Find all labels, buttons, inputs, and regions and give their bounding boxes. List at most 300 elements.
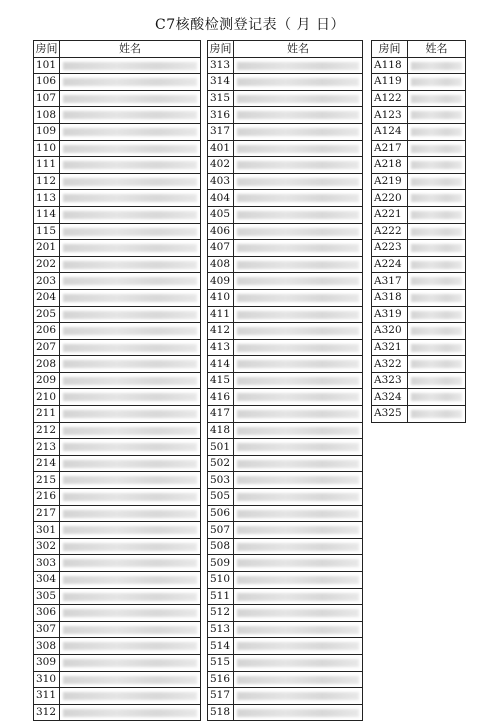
table-row — [34, 621, 201, 638]
room-number: 401 — [208, 140, 234, 157]
redaction-blur — [63, 659, 197, 667]
redaction-blur — [411, 311, 462, 319]
table-row — [208, 638, 363, 655]
table-row — [34, 90, 201, 107]
name-cell-redacted — [60, 306, 201, 323]
redaction-blur — [63, 609, 197, 617]
name-cell-redacted — [234, 439, 363, 456]
name-cell-redacted — [234, 123, 363, 140]
name-cell-redacted — [234, 422, 363, 439]
redaction-blur — [411, 393, 462, 401]
room-number: 215 — [34, 472, 60, 489]
name-header: 姓名 — [60, 41, 201, 58]
table-row — [34, 654, 201, 671]
room-number: A218 — [372, 157, 408, 174]
room-number: A220 — [372, 190, 408, 207]
table-row — [372, 107, 466, 124]
room-number: A123 — [372, 107, 408, 124]
redaction-blur — [411, 377, 462, 385]
name-cell-redacted — [60, 522, 201, 539]
name-cell-redacted — [234, 588, 363, 605]
redaction-blur — [411, 161, 462, 169]
redaction-blur — [63, 360, 197, 368]
redaction-blur — [411, 194, 462, 202]
redaction-blur — [237, 327, 359, 335]
name-header: 姓名 — [234, 41, 363, 58]
table-row — [34, 157, 201, 174]
table-row — [208, 654, 363, 671]
name-cell-redacted — [234, 538, 363, 555]
redaction-blur — [411, 178, 462, 186]
room-number: 314 — [208, 74, 234, 91]
table-row — [372, 356, 466, 373]
room-number: A322 — [372, 356, 408, 373]
register-table-1 — [33, 40, 201, 721]
table-row — [34, 406, 201, 423]
room-number: 216 — [34, 489, 60, 506]
room-number: 310 — [34, 671, 60, 688]
redaction-blur — [237, 460, 359, 468]
redaction-blur — [63, 244, 197, 252]
name-cell-redacted — [234, 472, 363, 489]
room-number: 316 — [208, 107, 234, 124]
name-cell-redacted — [60, 654, 201, 671]
name-cell-redacted — [234, 688, 363, 705]
redaction-blur — [237, 145, 359, 153]
redaction-blur — [411, 62, 462, 70]
name-cell-redacted — [60, 505, 201, 522]
room-number: 410 — [208, 289, 234, 306]
name-cell-redacted — [60, 273, 201, 290]
name-header: 姓名 — [408, 41, 466, 58]
table-row — [34, 74, 201, 91]
redaction-blur — [63, 510, 197, 518]
table-row — [34, 704, 201, 721]
room-number: 405 — [208, 206, 234, 223]
name-cell-redacted — [234, 505, 363, 522]
redaction-blur — [237, 111, 359, 119]
room-header: 房间 — [35, 42, 58, 56]
room-number: 108 — [34, 107, 60, 124]
table-row — [208, 157, 363, 174]
room-number: A319 — [372, 306, 408, 323]
table-row — [34, 356, 201, 373]
table-row — [34, 140, 201, 157]
table-row — [34, 57, 201, 74]
table-row — [34, 671, 201, 688]
room-number: 303 — [34, 555, 60, 572]
redaction-blur — [411, 95, 462, 103]
name-cell-redacted — [234, 74, 363, 91]
table-row — [372, 256, 466, 273]
table-row — [34, 289, 201, 306]
table-row — [372, 223, 466, 240]
name-cell-redacted — [408, 74, 466, 91]
table-row — [372, 206, 466, 223]
room-number: 516 — [208, 671, 234, 688]
table-row — [208, 439, 363, 456]
room-number: 417 — [208, 406, 234, 423]
room-number: 114 — [34, 206, 60, 223]
room-number: 317 — [208, 123, 234, 140]
redaction-blur — [411, 261, 462, 269]
room-number: 313 — [208, 57, 234, 74]
room-number: 308 — [34, 638, 60, 655]
room-header: 房间 — [372, 41, 408, 58]
table-row — [208, 289, 363, 306]
redaction-blur — [63, 493, 197, 501]
redaction-blur — [411, 211, 462, 219]
table-row — [34, 323, 201, 340]
table-row — [34, 173, 201, 190]
name-cell-redacted — [234, 406, 363, 423]
redaction-blur — [237, 476, 359, 484]
redaction-blur — [237, 95, 359, 103]
redaction-blur — [63, 709, 197, 717]
table-row — [208, 489, 363, 506]
table-row — [372, 74, 466, 91]
room-number: 502 — [208, 455, 234, 472]
table-row — [34, 455, 201, 472]
name-cell-redacted — [234, 621, 363, 638]
table-row — [208, 240, 363, 257]
table-row — [208, 223, 363, 240]
room-number: 213 — [34, 439, 60, 456]
room-number: 311 — [34, 688, 60, 705]
table-row — [372, 190, 466, 207]
redaction-blur — [237, 377, 359, 385]
room-number: A222 — [372, 223, 408, 240]
name-cell-redacted — [60, 339, 201, 356]
redaction-blur — [411, 360, 462, 368]
redaction-blur — [63, 642, 197, 650]
table-row — [34, 240, 201, 257]
name-cell-redacted — [234, 57, 363, 74]
room-number: 412 — [208, 323, 234, 340]
table-row — [208, 372, 363, 389]
table-row — [34, 306, 201, 323]
redaction-blur — [237, 277, 359, 285]
name-cell-redacted — [60, 57, 201, 74]
redaction-blur — [237, 228, 359, 236]
room-number: 407 — [208, 240, 234, 257]
redaction-blur — [63, 95, 197, 103]
name-cell-redacted — [234, 572, 363, 589]
room-number: 209 — [34, 372, 60, 389]
room-number: 210 — [34, 389, 60, 406]
name-cell-redacted — [60, 671, 201, 688]
room-number: 416 — [208, 389, 234, 406]
room-number: 301 — [34, 522, 60, 539]
name-cell-redacted — [60, 638, 201, 655]
redaction-blur — [237, 128, 359, 136]
redaction-blur — [237, 510, 359, 518]
room-number: 204 — [34, 289, 60, 306]
room-number: 503 — [208, 472, 234, 489]
table-row — [34, 190, 201, 207]
name-cell-redacted — [234, 671, 363, 688]
name-cell-redacted — [234, 704, 363, 721]
name-cell-redacted — [408, 256, 466, 273]
room-number: 111 — [34, 157, 60, 174]
room-number: A221 — [372, 206, 408, 223]
room-number: 408 — [208, 256, 234, 273]
name-cell-redacted — [60, 90, 201, 107]
redaction-blur — [63, 476, 197, 484]
redaction-blur — [63, 161, 197, 169]
redaction-blur — [237, 543, 359, 551]
redaction-blur — [63, 344, 197, 352]
room-number: 403 — [208, 173, 234, 190]
room-number: 510 — [208, 572, 234, 589]
room-number: 106 — [34, 74, 60, 91]
name-cell-redacted — [60, 140, 201, 157]
name-cell-redacted — [408, 306, 466, 323]
table-row — [34, 605, 201, 622]
room-number: A321 — [372, 339, 408, 356]
redaction-blur — [237, 294, 359, 302]
table-row — [208, 206, 363, 223]
room-number: A124 — [372, 123, 408, 140]
redaction-blur — [237, 427, 359, 435]
room-number: 305 — [34, 588, 60, 605]
register-table-3 — [371, 40, 466, 423]
name-cell-redacted — [60, 323, 201, 340]
room-number: 201 — [34, 240, 60, 257]
table-row — [34, 223, 201, 240]
table-row — [372, 289, 466, 306]
name-cell-redacted — [60, 406, 201, 423]
name-cell-redacted — [234, 273, 363, 290]
table-row — [372, 173, 466, 190]
name-cell-redacted — [234, 356, 363, 373]
table-row — [372, 240, 466, 257]
name-cell-redacted — [60, 439, 201, 456]
name-cell-redacted — [408, 289, 466, 306]
name-cell-redacted — [408, 356, 466, 373]
redaction-blur — [237, 194, 359, 202]
room-number: 307 — [34, 621, 60, 638]
table-row — [208, 671, 363, 688]
name-cell-redacted — [60, 572, 201, 589]
name-cell-redacted — [408, 372, 466, 389]
table-row — [208, 256, 363, 273]
redaction-blur — [237, 443, 359, 451]
redaction-blur — [237, 161, 359, 169]
redaction-blur — [237, 676, 359, 684]
room-number: 212 — [34, 422, 60, 439]
redaction-blur — [63, 676, 197, 684]
table-row — [208, 605, 363, 622]
redaction-blur — [411, 344, 462, 352]
name-cell-redacted — [234, 323, 363, 340]
room-number: A122 — [372, 90, 408, 107]
room-number: 306 — [34, 605, 60, 622]
name-cell-redacted — [60, 555, 201, 572]
room-number: A118 — [372, 57, 408, 74]
redaction-blur — [237, 576, 359, 584]
room-number: 406 — [208, 223, 234, 240]
redaction-blur — [63, 427, 197, 435]
redaction-blur — [237, 62, 359, 70]
room-number: 409 — [208, 273, 234, 290]
redaction-blur — [237, 526, 359, 534]
redaction-blur — [63, 294, 197, 302]
table-row — [372, 273, 466, 290]
name-cell-redacted — [60, 240, 201, 257]
name-cell-redacted — [408, 157, 466, 174]
room-number: 413 — [208, 339, 234, 356]
register-table-2 — [207, 40, 363, 721]
table-row — [372, 339, 466, 356]
name-cell-redacted — [234, 223, 363, 240]
room-number: 513 — [208, 621, 234, 638]
table-row — [34, 572, 201, 589]
name-cell-redacted — [234, 90, 363, 107]
table-row — [372, 90, 466, 107]
redaction-blur — [63, 593, 197, 601]
name-cell-redacted — [408, 223, 466, 240]
table-row — [208, 90, 363, 107]
table-row — [372, 323, 466, 340]
room-number: 404 — [208, 190, 234, 207]
name-cell-redacted — [234, 240, 363, 257]
room-number: A223 — [372, 240, 408, 257]
table-row — [372, 372, 466, 389]
name-cell-redacted — [60, 455, 201, 472]
redaction-blur — [63, 576, 197, 584]
name-cell-redacted — [234, 140, 363, 157]
name-cell-redacted — [60, 223, 201, 240]
name-cell-redacted — [60, 123, 201, 140]
table-row — [208, 422, 363, 439]
name-cell-redacted — [234, 173, 363, 190]
redaction-blur — [237, 261, 359, 269]
name-cell-redacted — [234, 157, 363, 174]
table-row — [372, 157, 466, 174]
table-row — [208, 123, 363, 140]
table-row — [34, 472, 201, 489]
redaction-blur — [237, 344, 359, 352]
room-number: 415 — [208, 372, 234, 389]
redaction-blur — [63, 178, 197, 186]
name-cell-redacted — [60, 356, 201, 373]
room-number: 309 — [34, 654, 60, 671]
redaction-blur — [237, 393, 359, 401]
redaction-blur — [63, 559, 197, 567]
room-number: 203 — [34, 273, 60, 290]
redaction-blur — [63, 311, 197, 319]
room-number: 515 — [208, 654, 234, 671]
room-number: 207 — [34, 339, 60, 356]
name-cell-redacted — [60, 588, 201, 605]
redaction-blur — [237, 692, 359, 700]
name-cell-redacted — [60, 389, 201, 406]
room-number: 517 — [208, 688, 234, 705]
table-row — [372, 57, 466, 74]
redaction-blur — [411, 111, 462, 119]
table-row — [208, 538, 363, 555]
table-row — [208, 406, 363, 423]
redaction-blur — [237, 709, 359, 717]
redaction-blur — [63, 145, 197, 153]
name-cell-redacted — [60, 190, 201, 207]
redaction-blur — [237, 211, 359, 219]
name-cell-redacted — [234, 256, 363, 273]
table-row — [208, 555, 363, 572]
name-cell-redacted — [234, 206, 363, 223]
room-number: 315 — [208, 90, 234, 107]
name-cell-redacted — [408, 57, 466, 74]
room-number: 411 — [208, 306, 234, 323]
name-cell-redacted — [234, 605, 363, 622]
room-header: 房间 — [209, 42, 232, 56]
room-number: 418 — [208, 422, 234, 439]
name-cell-redacted — [408, 273, 466, 290]
room-number: A219 — [372, 173, 408, 190]
name-cell-redacted — [408, 323, 466, 340]
room-number: 508 — [208, 538, 234, 555]
table-row — [34, 538, 201, 555]
redaction-blur — [63, 526, 197, 534]
table-row — [372, 123, 466, 140]
redaction-blur — [237, 360, 359, 368]
table-row — [208, 389, 363, 406]
table-row — [34, 422, 201, 439]
room-number: 302 — [34, 538, 60, 555]
table-row — [34, 522, 201, 539]
name-cell-redacted — [60, 538, 201, 555]
table-row — [34, 273, 201, 290]
table-row — [34, 638, 201, 655]
table-row — [34, 206, 201, 223]
room-number: 208 — [34, 356, 60, 373]
table-row — [34, 123, 201, 140]
name-cell-redacted — [60, 704, 201, 721]
redaction-blur — [237, 626, 359, 634]
name-cell-redacted — [60, 472, 201, 489]
table-row — [372, 406, 466, 423]
table-row — [208, 273, 363, 290]
table-row — [208, 472, 363, 489]
room-number: 206 — [34, 323, 60, 340]
redaction-blur — [63, 194, 197, 202]
room-number: 115 — [34, 223, 60, 240]
redaction-blur — [237, 78, 359, 86]
table-row — [208, 588, 363, 605]
room-number: A320 — [372, 323, 408, 340]
table-row — [208, 190, 363, 207]
name-cell-redacted — [234, 638, 363, 655]
table-row — [208, 140, 363, 157]
name-cell-redacted — [408, 206, 466, 223]
room-number: 511 — [208, 588, 234, 605]
name-cell-redacted — [234, 455, 363, 472]
room-number: 505 — [208, 489, 234, 506]
room-number: 202 — [34, 256, 60, 273]
table-row — [34, 688, 201, 705]
redaction-blur — [63, 261, 197, 269]
redaction-blur — [63, 377, 197, 385]
redaction-blur — [63, 410, 197, 418]
name-cell-redacted — [60, 107, 201, 124]
room-number: 109 — [34, 123, 60, 140]
name-cell-redacted — [60, 74, 201, 91]
name-cell-redacted — [408, 240, 466, 257]
redaction-blur — [411, 228, 462, 236]
room-number: 507 — [208, 522, 234, 539]
room-number: 512 — [208, 605, 234, 622]
